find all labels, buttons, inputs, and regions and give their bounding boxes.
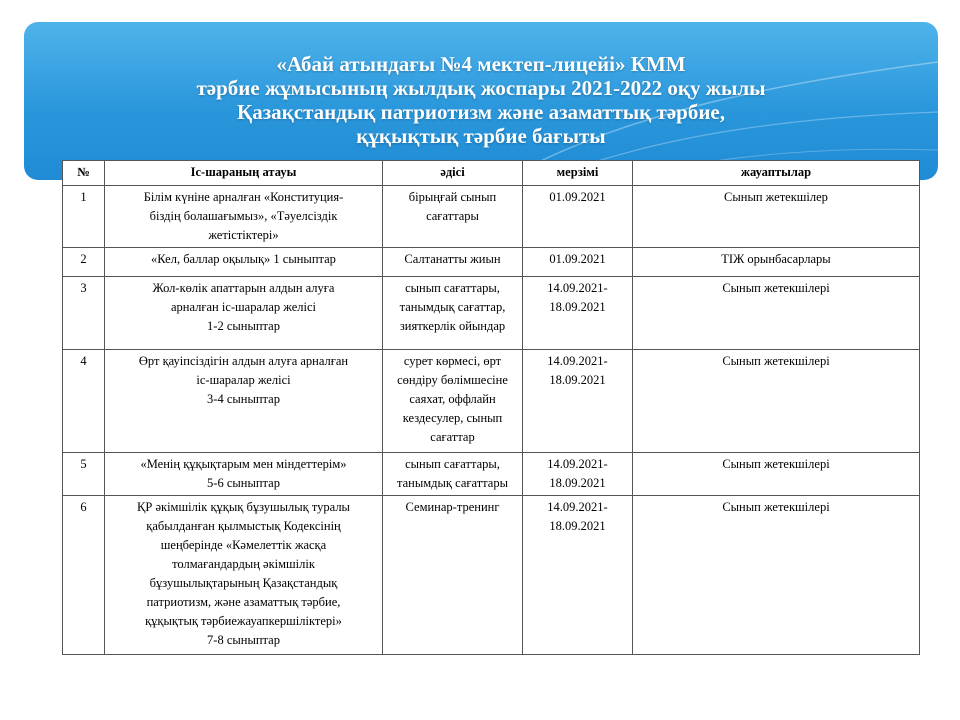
- cell-method-line: саяхат, оффлайн: [409, 392, 496, 406]
- cell-date: [523, 350, 633, 453]
- cell-method: [383, 248, 523, 277]
- header-date: мерзімі: [523, 161, 633, 186]
- cell-event-name-line: 1-2 сыныптар: [207, 319, 280, 333]
- cell-method-line: бірыңғай сынып: [408, 190, 497, 204]
- cell-date-line: 18.09.2021: [549, 519, 606, 533]
- cell-event-name-line: 5-6 сыныптар: [207, 476, 280, 490]
- table-row: [63, 248, 920, 277]
- cell-method-line: сағаттары: [426, 209, 479, 223]
- cell-method-line: Семинар-тренинг: [405, 500, 500, 514]
- cell-date-line: 18.09.2021: [549, 300, 606, 314]
- cell-date: [523, 496, 633, 655]
- cell-date: [523, 186, 633, 248]
- cell-event-name-line: шеңберінде «Кәмелеттік жасқа: [160, 538, 327, 552]
- header-responsible: жауаптылар: [633, 161, 920, 186]
- cell-responsible: Сынып жетекшілер: [633, 186, 920, 248]
- cell-method-line: кездесулер, сынып: [402, 411, 503, 425]
- cell-event-name: [105, 248, 383, 277]
- cell-event-name-line: ҚР әкімшілік құқық бұзушылық туралы: [137, 500, 350, 514]
- cell-event-name-line: «Менің құқықтарым мен міндеттерім»: [140, 457, 347, 471]
- cell-event-name-line: іс-шаралар желісі: [196, 373, 291, 387]
- cell-event-name-line: қабылданған қылмыстық Кодексінің: [146, 519, 341, 533]
- cell-event-name-line: толмағандардың әкімшілік: [172, 557, 315, 571]
- cell-method-line: сурет көрмесі, өрт: [403, 354, 502, 368]
- cell-method: [383, 496, 523, 655]
- cell-event-name-line: патриотизм, және азаматтық тәрбие,: [146, 595, 341, 609]
- cell-number: 5: [63, 453, 105, 496]
- title-line: құқықтық тәрбие бағыты: [356, 124, 606, 148]
- cell-responsible: Сынып жетекшілері: [633, 277, 920, 350]
- cell-event-name-line: Білім күніне арналған «Конституция-: [143, 190, 344, 204]
- cell-method: [383, 453, 523, 496]
- cell-event-name-line: Өрт қауіпсіздігін алдын алуға арналған: [138, 354, 349, 368]
- cell-event-name: [105, 277, 383, 350]
- cell-method: [383, 277, 523, 350]
- cell-method-line: танымдық сағаттар,: [399, 300, 506, 314]
- cell-event-name-line: 3-4 сыныптар: [207, 392, 280, 406]
- table-row: [63, 186, 920, 248]
- slide-title: [24, 52, 938, 148]
- cell-date-line: 14.09.2021-: [547, 500, 608, 514]
- title-line: Қазақстандық патриотизм және азаматтық тәрбие,: [236, 100, 725, 124]
- table-header-row: [63, 161, 920, 186]
- cell-event-name-line: арналған іс-шаралар желісі: [170, 300, 317, 314]
- cell-number: 6: [63, 496, 105, 655]
- cell-event-name-line: құқықтық тәрбиежауапкершіліктері»: [145, 614, 342, 628]
- cell-method-line: сағаттар: [430, 430, 475, 444]
- cell-method-line: Салтанатты жиын: [404, 252, 501, 266]
- cell-date-line: 14.09.2021-: [547, 457, 608, 471]
- cell-event-name-line: 7-8 сыныптар: [207, 633, 280, 647]
- table-row: [63, 453, 920, 496]
- cell-responsible: Сынып жетекшілері: [633, 496, 920, 655]
- cell-method-line: танымдық сағаттары: [397, 476, 508, 490]
- table-row: [63, 277, 920, 350]
- cell-method-line: сөндіру бөлімшесіне: [397, 373, 508, 387]
- cell-event-name: [105, 350, 383, 453]
- cell-event-name: [105, 186, 383, 248]
- cell-date-line: 01.09.2021: [549, 252, 606, 266]
- plan-table: [62, 160, 920, 655]
- cell-date-line: 14.09.2021-: [547, 354, 608, 368]
- cell-method: [383, 350, 523, 453]
- table-body: [63, 186, 920, 655]
- title-line: тәрбие жұмысының жылдық жоспары 2021-2022 оқу жылы: [196, 76, 766, 100]
- cell-method: [383, 186, 523, 248]
- cell-date: [523, 277, 633, 350]
- cell-date-line: 01.09.2021: [549, 190, 606, 204]
- cell-event-name-line: «Кел, баллар оқылық» 1 сыныптар: [151, 252, 336, 266]
- table-row: [63, 350, 920, 453]
- cell-event-name-line: біздің болашағымыз», «Тәуелсіздік: [149, 209, 338, 223]
- cell-date: [523, 248, 633, 277]
- cell-number: 3: [63, 277, 105, 350]
- cell-number: 1: [63, 186, 105, 248]
- cell-responsible: Сынып жетекшілері: [633, 350, 920, 453]
- title-line: «Абай атындағы №4 мектеп-лицейі» КММ: [276, 52, 686, 76]
- cell-number: 2: [63, 248, 105, 277]
- cell-event-name-line: бұзушылықтарының Қазақстандық: [149, 576, 338, 590]
- header-method: әдісі: [383, 161, 523, 186]
- cell-event-name: [105, 453, 383, 496]
- cell-date: [523, 453, 633, 496]
- cell-responsible: ТІЖ орынбасарлары: [633, 248, 920, 277]
- header-event-name: Іс-шараның атауы: [105, 161, 383, 186]
- table-row: [63, 496, 920, 655]
- cell-method-line: сынып сағаттары,: [405, 457, 500, 471]
- cell-date-line: 14.09.2021-: [547, 281, 608, 295]
- cell-event-name: [105, 496, 383, 655]
- cell-event-name-line: Жол-көлік апаттарын алдын алуға: [152, 281, 335, 295]
- cell-event-name-line: жетістіктері»: [208, 228, 279, 242]
- cell-number: 4: [63, 350, 105, 453]
- cell-date-line: 18.09.2021: [549, 476, 606, 490]
- header-number: №: [63, 161, 105, 186]
- cell-method-line: сынып сағаттары,: [405, 281, 500, 295]
- cell-date-line: 18.09.2021: [549, 373, 606, 387]
- cell-responsible: Сынып жетекшілері: [633, 453, 920, 496]
- cell-method-line: зияткерлік ойындар: [399, 319, 506, 333]
